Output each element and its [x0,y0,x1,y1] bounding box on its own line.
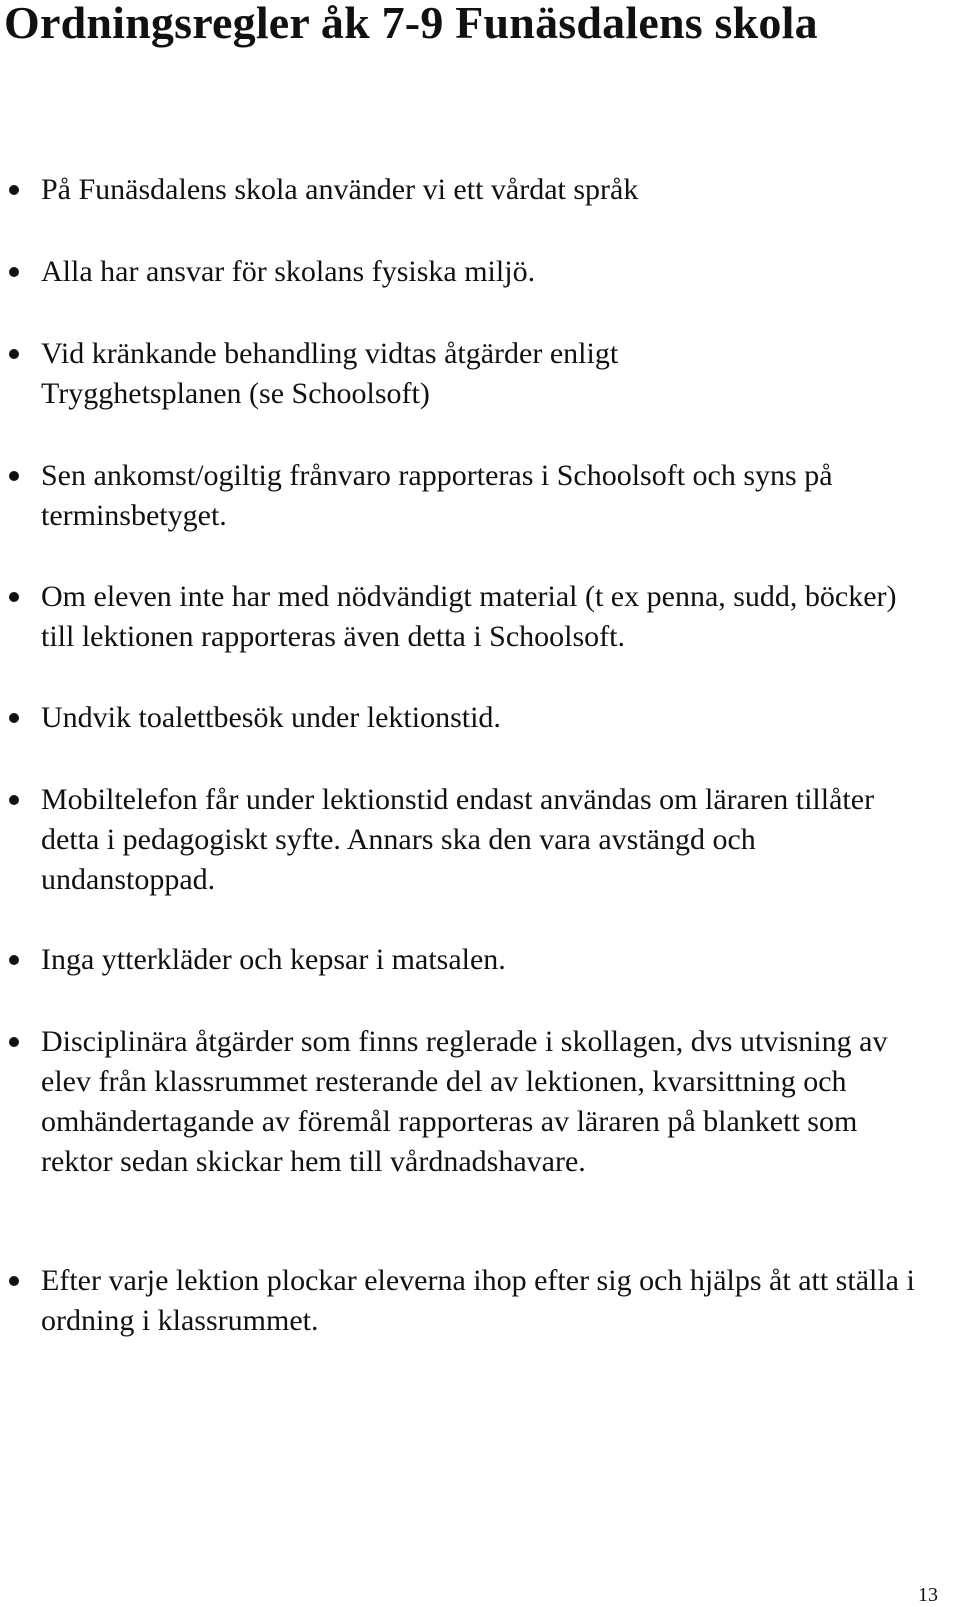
rule-text: Mobiltelefon får under lektionstid endast användas om läraren tillåter detta i pedagogiskt syfte. Annars ska den vara avstängd och undanstoppad. [41,783,875,896]
bullet-icon [9,795,19,805]
rule-text: Undvik toalettbesök under lektionstid. [41,701,501,734]
bullet-icon [9,471,19,481]
rule-text: Sen ankomst/ogiltig frånvaro rapporteras i Schoolsoft och syns på terminsbetyget. [41,459,833,532]
rule-text: Om eleven inte har med nödvändigt material (t ex penna, sudd, böcker) till lektionen rapporteras även detta i Schoolsoft. [41,580,897,653]
bullet-icon [9,713,19,723]
bullet-icon [9,349,19,359]
bullet-icon [9,1276,19,1286]
rule-text: Alla har ansvar för skolans fysiska miljö. [41,255,536,288]
rule-text: Disciplinära åtgärder som finns reglerade i skollagen, dvs utvisning av elev från klassrummet resterande del av lektionen, kvarsittning och omhändertagande av föremål rapporteras av läraren på blankett som rektor sedan skickar hem till vårdnadshavare. [41,1025,888,1178]
bullet-icon [9,955,19,965]
rule-text: Efter varje lektion plockar eleverna ihop efter sig och hjälps åt att ställa i ordning i klassrummet. [41,1264,915,1337]
bullet-icon [9,185,19,195]
bullet-icon [9,1037,19,1047]
bullet-icon [9,267,19,277]
rule-text: På Funäsdalens skola använder vi ett vårdat språk [41,173,639,206]
page-title: Ordningsregler åk 7-9 Funäsdalens skola [4,0,818,48]
rule-text: Vid kränkande behandling vidtas åtgärder enligt Trygghetsplanen (se Schoolsoft) [41,337,619,410]
rule-text: Inga ytterkläder och kepsar i matsalen. [41,943,506,976]
bullet-icon [9,592,19,602]
page-number: 13 [918,1584,938,1606]
